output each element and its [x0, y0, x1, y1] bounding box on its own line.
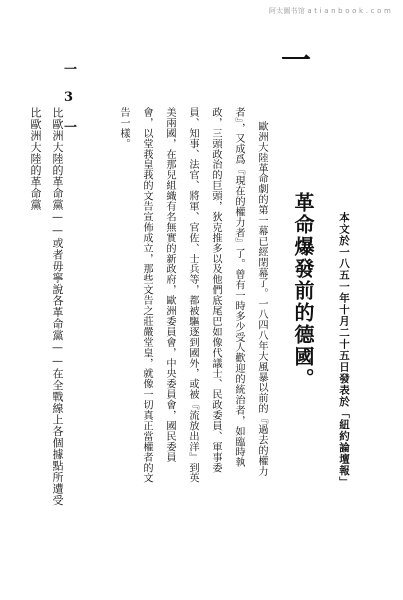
body-line-2: 者』，又成爲『現在的權力者』了。曾有一時多少受人歡迎的統治者，如臨時執: [233, 107, 244, 468]
body-line-6: 會，以堂莪皇莪的文告宣佈成立，那些文告之莊嚴堂皇，就像一切真正當權者的文: [141, 107, 152, 484]
body-line-4: 員、知事、法官、將軍、官佐、士兵等，都被驅逐到國外，或被『流放出洋』到英: [187, 107, 198, 484]
article-subtitle: 本文於一八五一年十月二十五日發表於「紐約論壇報」: [338, 212, 350, 488]
page-number: 一 3 一: [61, 62, 76, 133]
body-line-7: 告一樣。: [118, 107, 129, 149]
article-title: 革命爆發前的德國。: [291, 192, 315, 390]
chapter-number: 一: [275, 44, 310, 74]
footer-line-2: 比歐洲大陸的革命黨: [29, 107, 42, 211]
body-line-5: 美兩國，在那兒組織有名無實的新政府，歐洲委員會，中央委員會，國民委員: [164, 107, 175, 463]
body-line-1: 歐洲大陸革命劇的第一幕已經閉幕了。一八四八年大風暴以前的『過去的權力: [256, 121, 267, 477]
body-line-3: 政，三頭政治的巨頭，狄克推多以及他們底尾巴如像代議士、民政委員、軍事委: [210, 107, 221, 473]
footer-line-1: 比歐洲大陸的革命黨——或者毋寧說各革命黨——在全戰線上各個據點所遭受: [51, 107, 64, 506]
watermark: 阿太圖书馆 a t i a n b o o k . c o m: [268, 7, 391, 15]
